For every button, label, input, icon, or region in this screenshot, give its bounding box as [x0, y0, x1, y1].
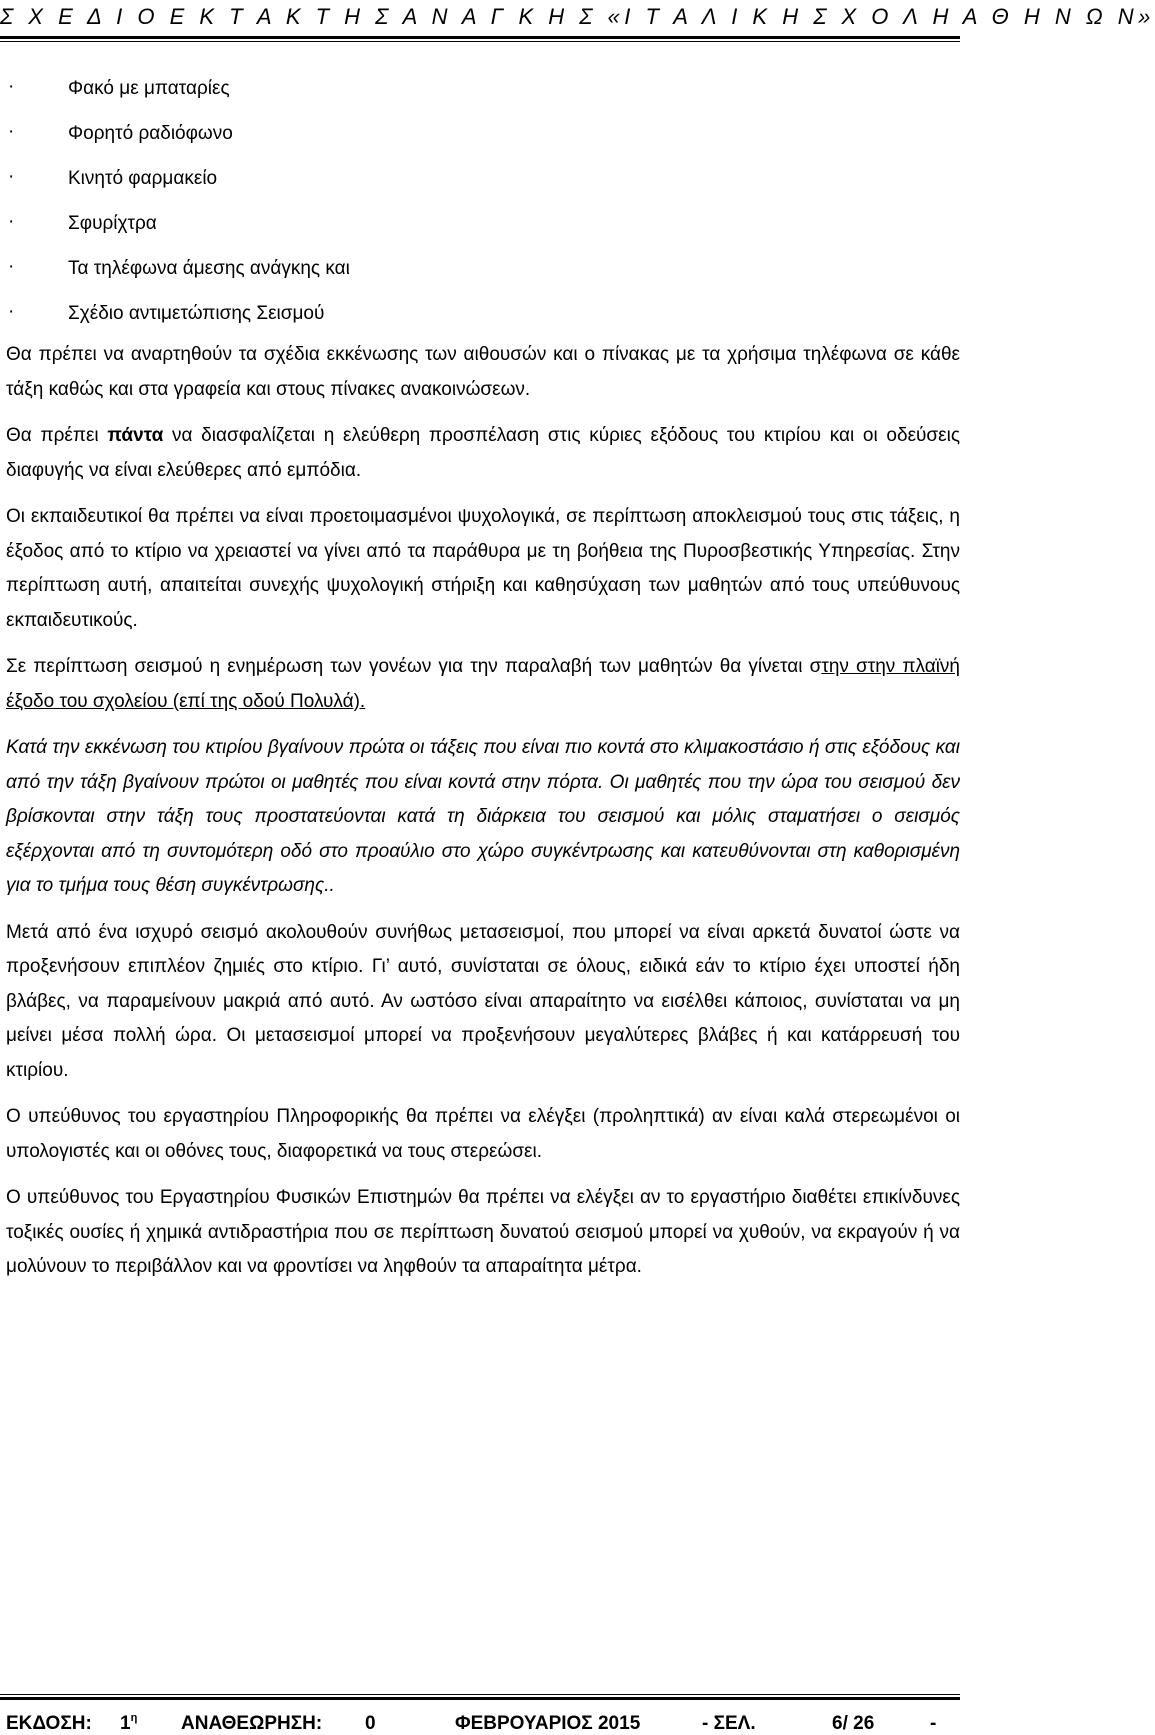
list-item: [6, 113, 960, 158]
paragraph-teachers: Οι εκπαιδευτικοί θα πρέπει να είναι προετοιμασμένοι ψυχολογικά, σε περίπτωση αποκλεισμού τους στις τάξεις, η έξοδος από το κτίριο να χρειαστεί να γίνει από τα παράθυρα με τη βοήθεια της Πυροσβεστικής Υπηρεσίας. Στην περίπτωση αυτή, απαιτείται συνεχής ψυχολογική στήριξη και καθησύχαση των μαθητών από τους υπεύθυνους εκπαιδευτικούς.: [6, 506, 960, 631]
paragraph-free-exits: [6, 419, 960, 488]
edition-value: [120, 1713, 137, 1735]
document-header: [0, 0, 1155, 36]
paragraph-computer-lab: Ο υπεύθυνος του εργαστηρίου Πληροφορικής θα πρέπει να ελέγξει (προληπτικά) αν είναι καλά στερεωμένοι οι υπολογιστές και οι οθόνες τους, διαφορετικά να τους στερεώσει.: [6, 1106, 960, 1162]
paragraph-gap: [6, 407, 960, 419]
edition-number: 1: [120, 1713, 131, 1734]
bullet-icon: ·: [8, 166, 15, 187]
header-rule-thick: [0, 36, 960, 39]
page-label: - ΣΕΛ.: [702, 1713, 756, 1734]
paragraph-gap: [6, 719, 960, 731]
bullet-icon: ·: [8, 256, 15, 277]
revision-number: 0: [365, 1713, 376, 1734]
paragraph-gap: [6, 904, 960, 916]
emphasis-text: πάντα: [107, 425, 164, 446]
underlined-text: την στην πλαϊνή έξοδο του σχολείου (επί της οδού Πολυλά).: [6, 656, 960, 712]
bullet-icon: ·: [8, 301, 15, 322]
list-item: [6, 203, 960, 248]
header-rule-thin: [0, 41, 960, 42]
paragraph-gap: [6, 488, 960, 500]
paragraph-text: Θα πρέπει: [6, 425, 108, 446]
document-footer: [0, 1713, 960, 1735]
list-item-text: Τα τηλέφωνα άμεσης ανάγκης και: [68, 258, 350, 279]
edition-superscript: η: [130, 1712, 138, 1724]
list-item-text: Σχέδιο αντιμετώπισης Σεισμού: [68, 303, 325, 324]
paragraph-text: Σε περίπτωση σεισμού η ενημέρωση των γονέων για την παραλαβή των μαθητών θα γίνεται σ: [6, 656, 822, 677]
revision-label: ΑΝΑΘΕΩΡΗΣΗ:: [181, 1713, 323, 1734]
paragraph-text: να διασφαλίζεται η ελεύθερη προσπέλαση στις κύριες εξόδους του κτιρίου και οι οδεύσεις διαφυγής να είναι ελεύθερες από εμπόδια.: [6, 425, 960, 481]
edition-label: ΕΚΔΟΣΗ:: [6, 1713, 92, 1734]
bullet-icon: ·: [8, 76, 15, 97]
trailing-dash: -: [930, 1713, 937, 1734]
paragraph-parents: [6, 650, 960, 719]
paragraph-gap: [6, 1088, 960, 1100]
bullet-icon: ·: [8, 121, 15, 142]
paragraph-aftershocks: Μετά από ένα ισχυρό σεισμό ακολουθούν συνήθως μετασεισμοί, που μπορεί να είναι αρκετά δυνατοί ώστε να προξενήσουν επιπλέον ζημιές στο κτίριο. Γι’ αυτό, συνίσταται σε όλους, ειδικά εάν το κτίριο έχει υποστεί ήδη βλάβες, να παραμείνουν μακριά από αυτό. Αν ωστόσο είναι απαραίτητο να εισέλθει κάποιος, συνίσταται να μη μείνει μέσα πολλή ώρα. Οι μετασεισμοί μπορεί να προξενήσουν μεγαλύτερες βλάβες ή και κατάρρευσή του κτιρίου.: [6, 921, 960, 1081]
paragraph-evacuation-plans: Θα πρέπει να αναρτηθούν τα σχέδια εκκένωσης των αιθουσών και ο πίνακας με τα χρήσιμα τηλέφωνα σε κάθε τάξη καθώς και στα γραφεία και στους πίνακες ανακοινώσεων.: [6, 344, 960, 400]
list-item-text: Σφυρίχτρα: [68, 213, 157, 234]
page-body: [6, 68, 960, 1285]
document-date: ΦΕΒΡΟΥΑΡΙΟΣ 2015: [455, 1713, 641, 1734]
list-item-text: Κινητό φαρμακείο: [68, 168, 218, 189]
paragraph-evacuation-order: Κατά την εκκένωση του κτιρίου βγαίνουν πρώτα οι τάξεις που είναι πιο κοντά στο κλιμακοστάσιο ή στις εξόδους και από την τάξη βγαίνουν πρώτοι οι μαθητές που είναι κοντά στην πόρτα. Οι μαθητές που την ώρα του σεισμού δεν βρίσκονται στην τάξη τους προστατεύονται κατά τη διάρκεια του σεισμού και μόλις σταματήσει ο σεισμός εξέρχονται από τη συντομότερη οδό στο προαύλιο στο χώρο συγκέντρωσης και κατευθύνονται στη καθορισμένη για το τμήμα τους θέση συγκέντρωσης..: [6, 737, 960, 896]
page-number: 6/ 26: [832, 1713, 875, 1734]
list-item: [6, 68, 960, 113]
header-title: Σ Χ Ε Δ Ι Ο Ε Κ Τ Α Κ Τ Η Σ Α Ν Α Γ Κ Η Σ «Ι Τ Α Λ Ι Κ Η Σ Χ Ο Λ Η Α Θ Η Ν Ω Ν»: [0, 4, 1155, 29]
bullet-icon: ·: [8, 211, 15, 232]
footer-rule-thick: [0, 1697, 960, 1700]
paragraph-science-lab: Ο υπεύθυνος του Εργαστηρίου Φυσικών Επιστημών θα πρέπει να ελέγξει αν το εργαστήριο διαθέτει επικίνδυνες τοξικές ουσίες ή χημικά αντιδραστήρια που σε περίπτωση δυνατού σεισμού μπορεί να χυθούν, να εκραγούν ή να μολύνουν το περιβάλλον και να φροντίσει να ληφθούν τα απαραίτητα μέτρα.: [6, 1187, 960, 1277]
paragraph-gap: [6, 638, 960, 650]
paragraph-gap: [6, 1169, 960, 1181]
list-item: [6, 158, 960, 203]
equipment-list: [6, 68, 960, 338]
list-item: [6, 248, 960, 293]
footer-rule-thin: [0, 1694, 960, 1695]
list-item-text: Φορητό ραδιόφωνο: [68, 123, 233, 144]
list-item: [6, 293, 960, 338]
list-item-text: Φακό με μπαταρίες: [68, 78, 230, 99]
